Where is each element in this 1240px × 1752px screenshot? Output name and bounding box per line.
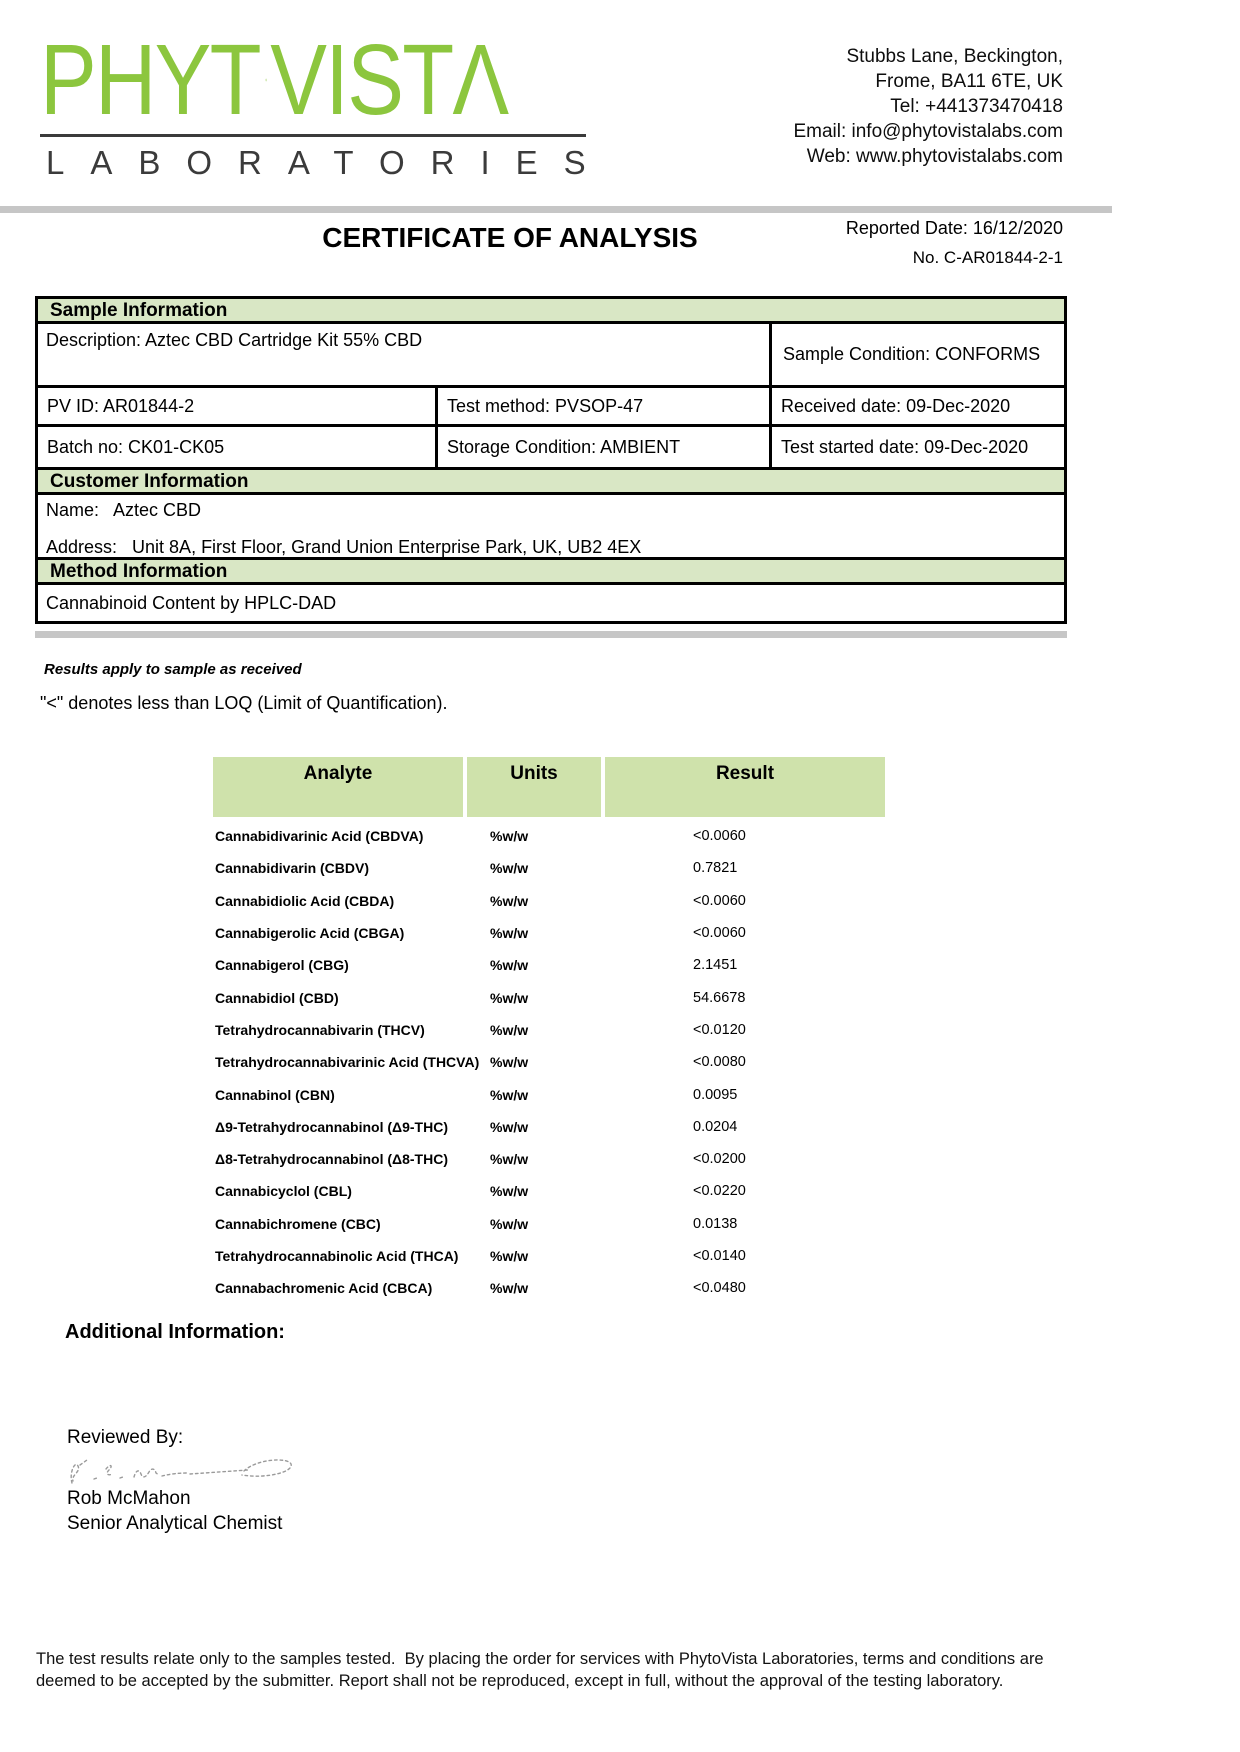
storage-condition: Storage Condition: AMBIENT	[438, 427, 772, 467]
customer-details	[38, 495, 1064, 560]
result-units: %w/w	[490, 1054, 529, 1071]
document-title: CERTIFICATE OF ANALYSIS	[322, 222, 698, 253]
result-row	[213, 1143, 885, 1175]
result-result: <0.0060	[693, 828, 746, 845]
result-result: <0.0060	[693, 925, 746, 942]
contact-line: Web: www.phytovistalabs.com	[806, 146, 1063, 167]
sample-info-header: Sample Information	[38, 299, 1064, 324]
result-units: %w/w	[490, 989, 529, 1006]
logo-text-left: PHYT	[40, 24, 260, 136]
sample-condition: Sample Condition: CONFORMS	[783, 344, 1041, 364]
results-header-row	[213, 757, 885, 817]
footer-line: deemed to be accepted by the submitter. Report shall not be reproduced, except in full, without the approval of the testing laboratory.	[36, 1672, 1004, 1690]
result-row	[213, 917, 885, 949]
result-units: %w/w	[490, 1248, 529, 1264]
footer-line: The test results relate only to the samples tested. By placing the order for services with PhytoVista Laboratories, terms and conditions are	[36, 1650, 1044, 1668]
result-row	[213, 820, 885, 852]
sample-batch-row	[38, 427, 1064, 470]
lab-contact-block	[793, 44, 1063, 169]
leaf-icon	[265, 31, 267, 129]
result-row	[213, 1208, 885, 1240]
result-result: 2.1451	[693, 957, 738, 974]
result-units: %w/w	[490, 1215, 529, 1232]
column-header-analyte: Analyte	[213, 757, 463, 817]
result-analyte: Tetrahydrocannabivarinic Acid (THCVA)	[215, 1054, 480, 1071]
result-analyte: Cannabachromenic Acid (CBCA)	[215, 1280, 433, 1297]
result-analyte: Cannabidiol (CBD)	[215, 989, 339, 1006]
result-result: <0.0080	[693, 1054, 746, 1071]
result-row	[213, 1046, 885, 1078]
result-units: %w/w	[490, 892, 529, 909]
result-units: %w/w	[490, 1021, 529, 1038]
result-analyte: Cannabidiolic Acid (CBDA)	[215, 892, 395, 909]
reviewer-role: Senior Analytical Chemist	[67, 1513, 283, 1534]
test-started-date: Test started date: 09-Dec-2020	[781, 436, 1029, 457]
result-row	[213, 1175, 885, 1207]
column-header-result: Result	[605, 757, 885, 817]
batch-no: Batch no: CK01-CK05	[38, 427, 438, 467]
result-analyte: Δ8-Tetrahydrocannabinol (Δ8-THC)	[215, 1151, 448, 1168]
result-result: 0.7821	[693, 860, 738, 877]
result-result: 0.0138	[693, 1215, 738, 1232]
customer-info-header: Customer Information	[38, 470, 1064, 495]
result-units: %w/w	[490, 1151, 529, 1168]
pv-id: PV ID: AR01844-2	[38, 388, 438, 424]
contact-line: Stubbs Lane, Beckington,	[846, 46, 1063, 67]
additional-info-label: Additional Information:	[65, 1321, 285, 1343]
result-result: 0.0204	[693, 1118, 738, 1135]
result-result: <0.0120	[693, 1021, 746, 1038]
results-rows	[213, 820, 885, 1304]
reported-date: Reported Date: 16/12/2020	[845, 218, 1063, 238]
results-table	[213, 757, 885, 1304]
contact-line: Frome, BA11 6TE, UK	[875, 71, 1063, 92]
result-analyte: Cannabichromene (CBC)	[215, 1215, 381, 1232]
result-units: %w/w	[490, 1280, 529, 1297]
customer-address: Address: Unit 8A, First Floor, Grand Union Enterprise Park, UK, UB2 4EX	[46, 537, 642, 557]
contact-line: Email: info@phytovistalabs.com	[793, 121, 1063, 142]
result-units: %w/w	[490, 1118, 529, 1135]
result-result: 0.0095	[693, 1086, 738, 1103]
result-row	[213, 949, 885, 981]
result-row	[213, 1272, 885, 1304]
result-result: <0.0200	[693, 1151, 746, 1168]
reviewed-by-label: Reviewed By:	[67, 1427, 184, 1448]
loq-note: "<" denotes less than LOQ (Limit of Quantification).	[40, 693, 448, 713]
column-header-units: Units	[467, 757, 601, 817]
result-result: 54.6678	[693, 989, 746, 1006]
result-result: <0.0480	[693, 1280, 746, 1297]
sample-description: Description: Aztec CBD Cartridge Kit 55% CBD	[38, 324, 772, 385]
signature-image	[58, 1447, 298, 1491]
result-units: %w/w	[490, 957, 529, 974]
method-info-header: Method Information	[38, 560, 1064, 585]
method-description: Cannabinoid Content by HPLC-DAD	[46, 592, 337, 613]
result-units: %w/w	[490, 828, 529, 845]
info-tables	[35, 296, 1067, 624]
result-analyte: Cannabidivarinic Acid (CBDVA)	[215, 828, 424, 845]
report-number: No. C-AR01844-2-1	[912, 248, 1063, 267]
phytovista-logo	[40, 24, 612, 182]
customer-name: Name: Aztec CBD	[46, 500, 202, 520]
result-row	[213, 852, 885, 884]
footer-disclaimer	[36, 1648, 1226, 1692]
test-method: Test method: PVSOP-47	[438, 388, 772, 424]
result-units: %w/w	[490, 860, 529, 877]
contact-line: Tel: +441373470418	[890, 96, 1063, 117]
result-analyte: Cannabigerol (CBG)	[215, 957, 349, 974]
result-units: %w/w	[490, 1086, 529, 1103]
result-row	[213, 1078, 885, 1110]
header-rule	[0, 206, 1112, 213]
result-analyte: Δ9-Tetrahydrocannabinol (Δ9-THC)	[215, 1118, 448, 1135]
reviewer-name: Rob McMahon	[67, 1488, 191, 1509]
result-analyte: Tetrahydrocannabinolic Acid (THCA)	[215, 1248, 459, 1264]
result-units: %w/w	[490, 925, 529, 942]
result-analyte: Cannabinol (CBN)	[215, 1086, 335, 1103]
result-result: <0.0220	[693, 1183, 746, 1200]
result-result: <0.0140	[693, 1248, 746, 1264]
logo-wordmark	[40, 24, 508, 136]
result-row	[213, 885, 885, 917]
sample-received-note: Results apply to sample as received	[44, 661, 302, 678]
received-date: Received date: 09-Dec-2020	[781, 395, 1011, 416]
result-analyte: Cannabigerolic Acid (CBGA)	[215, 925, 405, 942]
result-units: %w/w	[490, 1183, 529, 1200]
section-rule	[35, 631, 1067, 638]
result-row	[213, 1014, 885, 1046]
result-result: <0.0060	[693, 892, 746, 909]
sample-ids-row	[38, 388, 1064, 427]
result-analyte: Tetrahydrocannabivarin (THCV)	[215, 1021, 425, 1038]
logo-subtitle: LABORATORIES	[46, 144, 612, 181]
result-row	[213, 1240, 885, 1272]
result-row	[213, 981, 885, 1013]
result-analyte: Cannabicyclol (CBL)	[215, 1183, 352, 1200]
result-row	[213, 1111, 885, 1143]
sample-description-row	[38, 324, 1064, 388]
logo-text-right: VISTΛ	[270, 24, 508, 136]
result-analyte: Cannabidivarin (CBDV)	[215, 860, 370, 877]
